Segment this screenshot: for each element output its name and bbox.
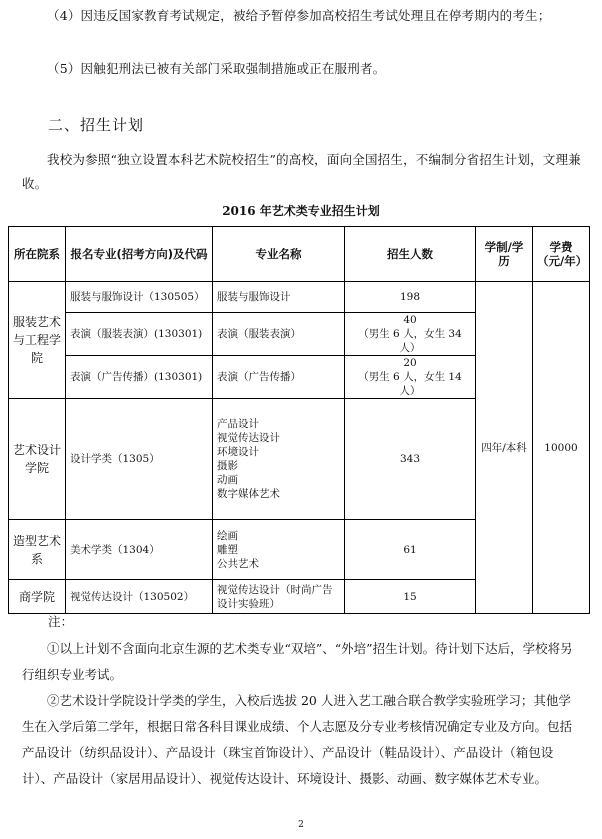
count-detail: （男生 6 人，女生 14 人） <box>358 371 462 397</box>
notes-label: 注： <box>48 614 74 629</box>
table-row <box>9 282 590 313</box>
major-item: 产品设计 <box>217 418 259 430</box>
table-title: 2016 年艺术类专业招生计划 <box>222 204 380 218</box>
code-cell: 视觉传达设计（130502） <box>66 580 213 614</box>
major-item: 环境设计 <box>217 446 259 458</box>
fee-cell: 10000 <box>533 282 590 614</box>
header-duration: 学制/学历 <box>476 227 533 282</box>
header-fee: 学费（元/年） <box>533 227 590 282</box>
intro-paragraph: 我校为参照“独立设置本科艺术院校招生”的高校，面向全国招生，不编制分省招生计划，文理兼收。 <box>22 152 581 191</box>
list-item-5: （5）因触犯刑法已被有关部门采取强制措施或正在服刑者。 <box>47 61 386 76</box>
college-cell: 服装艺术与工程学院 <box>9 282 66 399</box>
enrollment-table <box>8 226 590 614</box>
count-cell <box>345 313 476 356</box>
count-cell: 198 <box>345 282 476 313</box>
code-cell: 表演（广告传播）(130301) <box>66 356 213 399</box>
major-cell: 表演（广告传播） <box>213 356 345 399</box>
major-item: 数字媒体艺术 <box>217 488 280 500</box>
list-item-4: （4）因违反国家教育考试规定，被给予暂停参加高校招生考试处理且在停考期内的考生； <box>47 8 551 23</box>
count-cell: 61 <box>345 520 476 580</box>
major-item: 摄影 <box>217 460 238 472</box>
major-item: 视觉传达设计 <box>217 432 280 444</box>
section-heading: 二、招生计划 <box>48 116 145 134</box>
major-item: 动画 <box>217 474 238 486</box>
count-value: 40 <box>403 314 417 326</box>
major-item: 雕塑 <box>217 543 238 556</box>
duration-cell: 四年/本科 <box>476 282 533 614</box>
code-cell: 服装与服饰设计（130505） <box>66 282 213 313</box>
college-cell: 商学院 <box>9 580 66 614</box>
header-count: 招生人数 <box>345 227 476 282</box>
count-cell: 15 <box>345 580 476 614</box>
count-value: 20 <box>403 357 417 369</box>
count-detail: （男生 6 人，女生 34 人） <box>358 328 462 354</box>
count-cell: 343 <box>345 399 476 520</box>
count-cell <box>345 356 476 399</box>
page-number: 2 <box>298 820 304 830</box>
college-cell: 造型艺术系 <box>9 520 66 580</box>
code-cell: 美术学类（1304） <box>66 520 213 580</box>
major-item: 公共艺术 <box>217 557 259 570</box>
major-cell: 视觉传达设计（时尚广告设计实验班） <box>213 580 345 614</box>
major-item: 绘画 <box>217 529 238 542</box>
major-cell: 服装与服饰设计 <box>213 282 345 313</box>
major-cell <box>213 399 345 520</box>
code-cell: 设计学类（1305） <box>66 399 213 520</box>
header-college: 所在院系 <box>9 227 66 282</box>
note-1: ①以上计划不含面向北京生源的艺术类专业“双培”、“外培”招生计划。待计划下达后，学校将另行组织专业考试。 <box>22 641 573 682</box>
header-code: 报名专业(招考方向)及代码 <box>66 227 213 282</box>
code-cell: 表演（服装表演）(130301) <box>66 313 213 356</box>
header-major: 专业名称 <box>213 227 345 282</box>
major-cell: 表演（服装表演） <box>213 313 345 356</box>
table-header-row <box>9 227 590 282</box>
major-cell <box>213 520 345 580</box>
college-cell: 艺术设计学院 <box>9 399 66 520</box>
note-2: ②艺术设计学院设计学类的学生，入校后选拔 20 人进入艺工融合联合教学实验班学习；其他学生在入学后第二学年，根据日常各科目课业成绩、个人志愿及分专业考核情况确定专业及方向。包括产品设计（纺织品设计）、产品设计（珠宝首饰设计）、产品设计（鞋品设计）、产品设计（箱包设计）、产品设计（家居用品设计）、视觉传达设计、环境设计、摄影、动画、数字媒体艺术专业。 <box>22 693 573 786</box>
